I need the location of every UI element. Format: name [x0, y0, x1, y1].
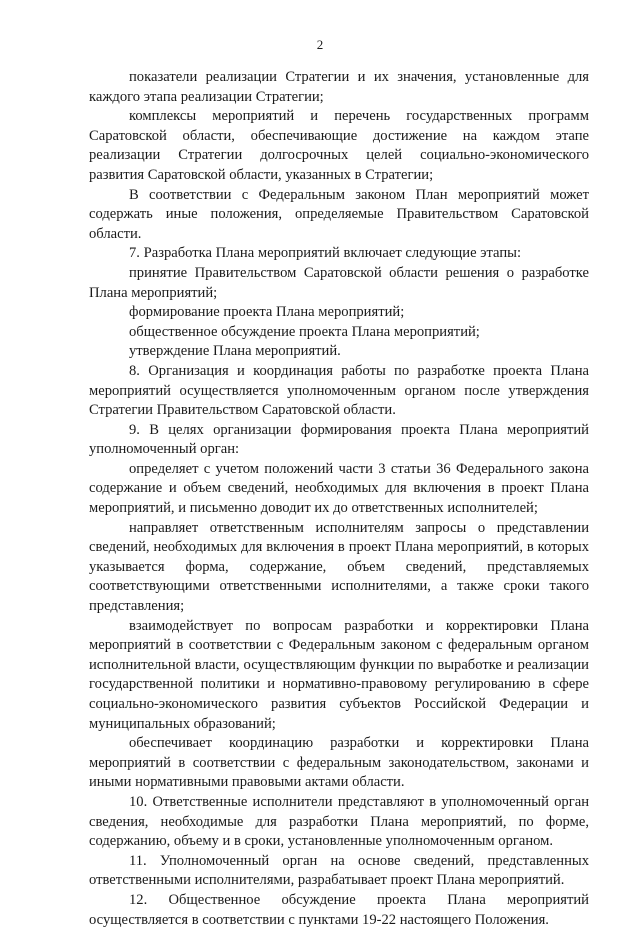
paragraph-other-provisions: В соответствии с Федеральным законом План мероприятий может содержать иные положения, определяемые Правительством Саратовской области. [89, 186, 589, 242]
paragraph-item-9-coordinates: обеспечивает координацию разработки и корректировки Плана мероприятий в соответствии с федеральным законодательством, законами и иными нормативными правовыми актами области. [89, 735, 589, 791]
paragraph-event-complexes: комплексы мероприятий и перечень государственных программ Саратовской области, обеспечивающие достижение на каждом этапе реализации Стратегии долгосрочных целей социально-экономического развития Саратовской области, указанных в Стратегии; [89, 108, 589, 183]
paragraph-item-7: 7. Разработка Плана мероприятий включает следующие этапы: [129, 245, 521, 262]
page-number: 2 [316, 37, 324, 52]
paragraph-item-9-interacts: взаимодействует по вопросам разработки и корректировки Плана мероприятий в соответствии с Федеральным законом с федеральным органом исполнительной власти, осуществляющим функции по выработке и реализации государственной политики и нормативно-правовому регулированию в сфере социально-экономического развития субъектов Российской Федерации и муниципальных образований; [89, 617, 589, 732]
document-body [89, 68, 589, 930]
paragraph-item-7-stage-approval: утверждение Плана мероприятий. [129, 343, 341, 360]
paragraph-item-9-sends-requests: направляет ответственным исполнителям запросы о представлении сведений, необходимых для включения в проект Плана мероприятий, в которых указывается форма, содержание, объем сведений, представляемых соответствующими ответственными исполнителями, а также сроки такого представления; [89, 519, 589, 615]
paragraph-item-9: 9. В целях организации формирования проекта Плана мероприятий уполномоченный орган: [89, 421, 589, 458]
paragraph-item-11: 11. Уполномоченный орган на основе сведений, представленных ответственными исполнителями, разрабатывает проект Плана мероприятий. [89, 852, 589, 889]
paragraph-item-7-stage-discussion: общественное обсуждение проекта Плана мероприятий; [129, 323, 480, 340]
paragraph-strategy-indicators: показатели реализации Стратегии и их значения, установленные для каждого этапа реализации Стратегии; [89, 69, 589, 105]
paragraph-item-8: 8. Организация и координация работы по разработке проекта Плана мероприятий осуществляется уполномоченным органом после утверждения Стратегии Правительством Саратовской области. [89, 362, 589, 419]
paragraph-item-10: 10. Ответственные исполнители представляют в уполномоченный орган сведения, необходимые для разработки Плана мероприятий, по форме, содержанию, объему и в сроки, установленные уполномоченным органом. [89, 793, 589, 850]
paragraph-item-7-stage-formation: формирование проекта Плана мероприятий; [129, 304, 405, 321]
paragraph-item-12: 12. Общественное обсуждение проекта Плана мероприятий осуществляется в соответствии с пунктами 19-22 настоящего Положения. [89, 891, 589, 928]
paragraph-item-9-determines: определяет с учетом положений части 3 статьи 36 Федерального закона содержание и объем сведений, необходимых для включения в проект Плана мероприятий, и письменно доводит их до ответственных исполнителей; [89, 460, 589, 517]
paragraph-item-7-stage-decision: принятие Правительством Саратовской области решения о разработке Плана мероприятий; [89, 264, 589, 301]
